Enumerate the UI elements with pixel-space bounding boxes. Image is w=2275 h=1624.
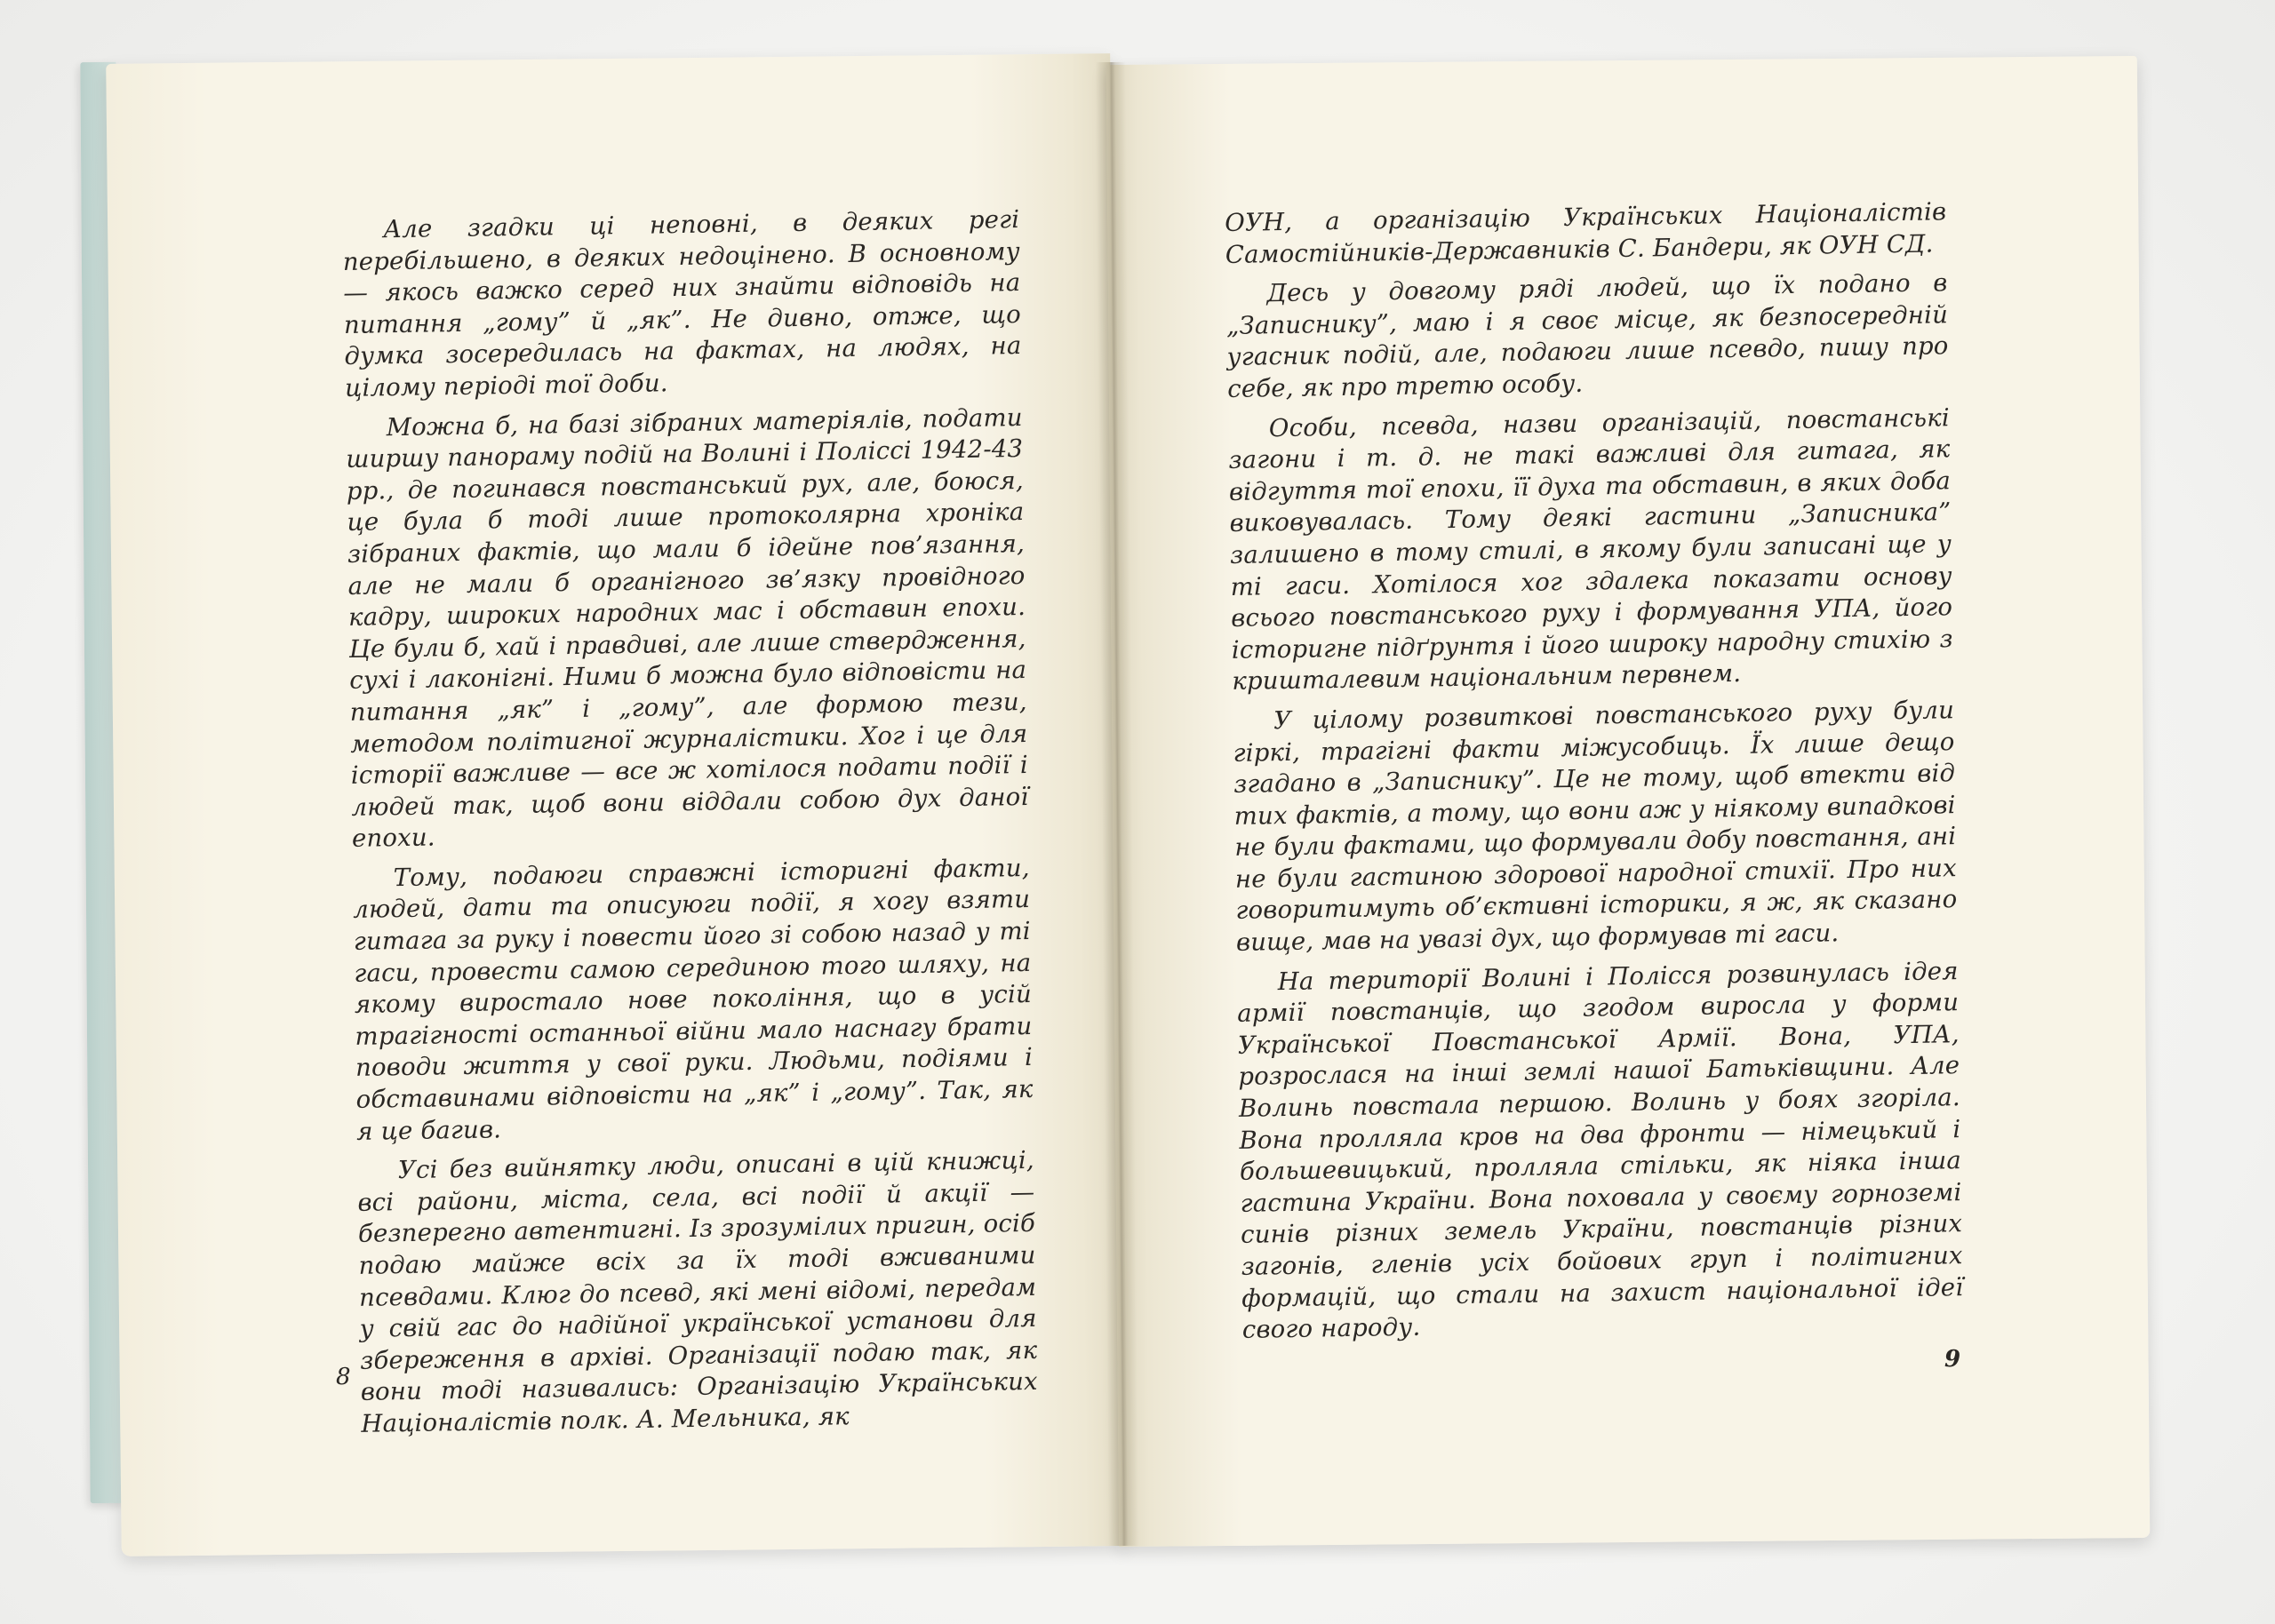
right-paragraph: Десь у довгому ряді людей, що їх подано в „Записнику”, маю і я своє місце, як безпосередній угасник подій, але, подаюги лише псевдо, пишу про себе, як про третю особу. — [1225, 268, 1949, 403]
left-paragraph: Можна б, на базі зібраних матеріялів, подати ширшу панораму подій на Волині і Поліссі 1942-43 рр., де погинався повстанський рух, але, боюся, це була б тоді лише протоколярна хроніка зібраних фактів, що мали б ідейне пов’язання, але не мали б органігного зв’язку провідного кадру, широких народних мас і обставин епохи. Це були б, хай і правдиві, але лише ствердження, сухі і лаконігні. Ними б можна було відповісти на питання „як” і „гому”, але формою тези, методом політигної журналістики. Хог і це для історії важливе — все ж хотілося подати події і людей так, щоб вони віддали собою дух даної епохи. — [346, 402, 1029, 854]
right-paragraph: ОУН, а організацію Українських Націоналістів Самостійників-Державників С. Бандери, як ОУН СД. — [1225, 197, 1947, 269]
right-page-text — [1225, 196, 1964, 1354]
right-page-number: 9 — [1944, 1346, 1961, 1373]
left-paragraph: Тому, подаюги справжні історигні факти, людей, дати та описуюги події, я хогу взяти гитага за руку і повести його зі собою назад у ті гаси, провести самою серединою того шляху, на якому виростало нове покоління, що в усій трагігності останньої війни мало наснагу брати поводи життя у свої руки. Людьми, подіями і обставинами відповісти на „як” і „гому”. Так, як я це багив. — [353, 853, 1034, 1146]
right-paragraph: У цілому розвиткові повстанського руху були гіркі, трагігні факти міжусобиць. Їх лише дещо згадано в „Записнику”. Це не тому, щоб втекти від тих фактів, а тому, що вони аж у ніякому випадкові не були фактами, що формували добу повстання, ані не були гастиною здорової народної стихії. Про них говоритимуть об’єктивні історики, я ж, як сказано вище, мав на увазі дух, що формував ті гаси. — [1233, 696, 1958, 957]
left-page-text — [342, 204, 1039, 1448]
left-page-number: 8 — [336, 1364, 351, 1390]
left-paragraph: Усі без вийнятку люди, описані в цій книжці, всі райони, міста, села, всі події й акції — безперегно автентигні. Із зрозумілих пригин, осіб подаю майже всіх за їх тоді вживаними псевдами. Клюг до псевд, які мені відомі, передам у свій гас до надійної української установи для збереження в архіві. Організації подаю так, як вони тоді називались: Організацію Українських Націоналістів полк. А. Мельника, як — [357, 1146, 1038, 1438]
left-paragraph: Але згадки ці неповні, в деяких регі перебільшено, в деяких недоцінено. В основному — якось важко серед них знайти відповідь на питання „гому” й „як”. Не дивно, отже, що думка зосередилась на фактах, на людях, на цілому періоді тої доби. — [342, 205, 1022, 402]
right-paragraph: На території Волині і Полісся розвинулась ідея армії повстанців, що згодом виросла у форми Української Повстанської Армії. Вона, УПА, розрослася на інші землі нашої Батьківщини. Але Волинь повстала першою. Волинь у боях згоріла. Вона пролляла кров на два фронти — німецький і большевицький, пролляла стільки, як ніяка інша гастина України. Вона поховала у своєму горноземі синів різних земель України, повстанців різних загонів, гленів усіх бойових груп і політигних формацій, що стали на захист національної ідеї свого народу. — [1236, 956, 1964, 1345]
right-paragraph: Особи, псевда, назви організацій, повстанські загони і т. д. не такі важливі для гитага, як відгуття тої епохи, її духа та обставин, в яких доба виковувалась. Тому деякі гастини „Записника” залишено в тому стилі, в якому були записані ще у ті гаси. Хотілося хог здалека показати основу всього повстанського руху і формування УПА, його історигне підґрунтя і його широку народну стихію з кришталевим національним первнем. — [1228, 402, 1953, 697]
